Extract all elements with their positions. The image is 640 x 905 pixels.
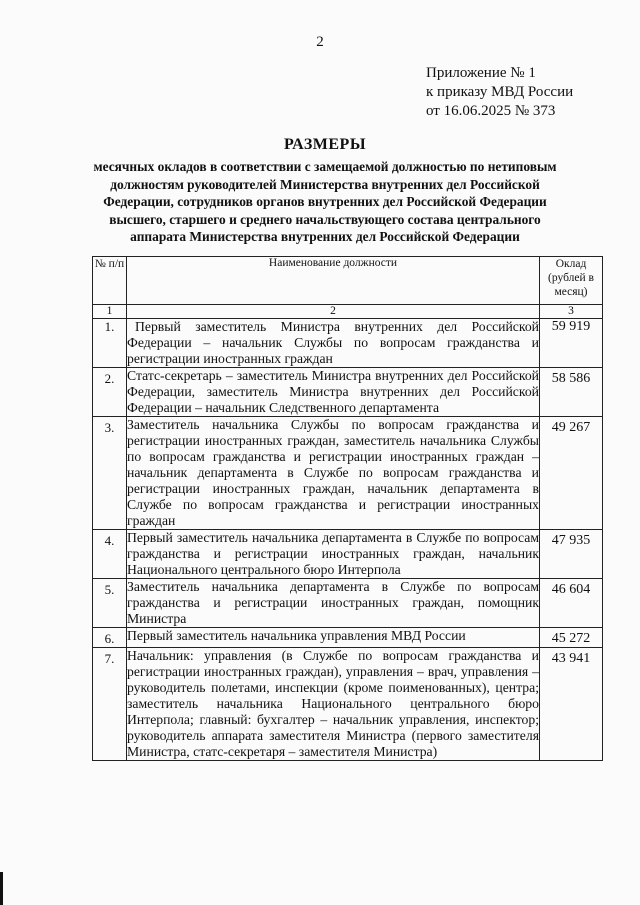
column-index-row — [93, 305, 603, 319]
appendix-line-3: от 16.06.2025 № 373 — [426, 103, 556, 119]
salary-value: 47 935 — [540, 530, 603, 579]
scan-edge-mark — [0, 872, 3, 905]
row-number: 2. — [93, 368, 127, 417]
salary-value: 59 919 — [540, 319, 603, 368]
header-name: Наименование должности — [127, 257, 540, 305]
appendix-header — [426, 64, 573, 121]
salary-value: 43 941 — [540, 648, 603, 761]
title-main: РАЗМЕРЫ — [283, 136, 367, 153]
position-name: Статс-секретарь – заместитель Министра внутренних дел Российской Федерации, заместитель Министра внутренних дел Российской Федерации – начальник Следственного департамента — [127, 368, 539, 415]
position-name: Заместитель начальника Службы по вопросам гражданства и регистрации иностранных граждан, заместитель начальника Службы по вопросам гражданства и регистрации иностранных граждан – начальник департамента в Службе по вопросам гражданства и регистрации иностранных граждан, начальник департамента в Службе по вопросам гражданства и регистрации иностранных граждан — [127, 417, 539, 528]
table-row — [93, 628, 603, 648]
title-subtitle: месячных окладов в соответствии с замещаемой должностью по нетиповым должностям руководителей Министерства внутренних дел Российской Федерации, сотрудников органов внутренних дел Российской Федерации высшего, старшего и среднего начальствующего состава центрального аппарата Министерства внутренних дел Российской Федерации — [93, 159, 557, 244]
header-salary: Оклад (рублей в месяц) — [540, 257, 603, 305]
position-name: Начальник: управления (в Службе по вопросам гражданства и регистрации иностранных граждан), управления – врач, управления – руководитель полетами, инспекции (кроме поименованных), центра; заместитель начальника Национального центрального бюро Интерпола; главный: бухгалтер – начальник управления, инспектор; руководитель аппарата заместителя Министра (первого заместителя Министра, статс-секретаря – заместителя Министра) — [127, 648, 539, 759]
salary-value: 49 267 — [540, 417, 603, 530]
table-row — [93, 530, 603, 579]
table-row — [93, 417, 603, 530]
appendix-line-1: Приложение № 1 — [426, 65, 536, 81]
row-number: 3. — [93, 417, 127, 530]
column-index: 3 — [540, 305, 603, 319]
row-number: 6. — [93, 628, 127, 648]
page-number: 2 — [316, 34, 324, 50]
row-number: 7. — [93, 648, 127, 761]
column-index: 2 — [127, 305, 540, 319]
row-number: 4. — [93, 530, 127, 579]
position-name: Первый заместитель начальника департамента в Службе по вопросам гражданства и регистрации иностранных граждан, начальник Национального центрального бюро Интерпола — [127, 530, 539, 577]
header-num: № п/п — [93, 257, 127, 305]
table-row — [93, 579, 603, 628]
position-name: Первый заместитель начальника управления МВД России — [127, 628, 540, 648]
salary-value: 45 272 — [540, 628, 603, 648]
table-header-row — [93, 257, 603, 305]
document-title — [90, 136, 560, 246]
salary-value: 58 586 — [540, 368, 603, 417]
position-name: Заместитель начальника департамента в Службе по вопросам гражданства и регистрации иностранных граждан, помощник Министра — [127, 579, 539, 626]
appendix-line-2: к приказу МВД России — [426, 84, 574, 100]
salary-value: 46 604 — [540, 579, 603, 628]
table-row — [93, 368, 603, 417]
table-row — [93, 319, 603, 368]
table-row — [93, 648, 603, 761]
row-number: 5. — [93, 579, 127, 628]
position-name: Первый заместитель Министра внутренних дел Российской Федерации – начальник Службы по вопросам гражданства и регистрации иностранных граждан — [127, 319, 539, 366]
column-index: 1 — [93, 305, 127, 319]
salary-table — [92, 256, 603, 761]
row-number: 1. — [93, 319, 127, 368]
